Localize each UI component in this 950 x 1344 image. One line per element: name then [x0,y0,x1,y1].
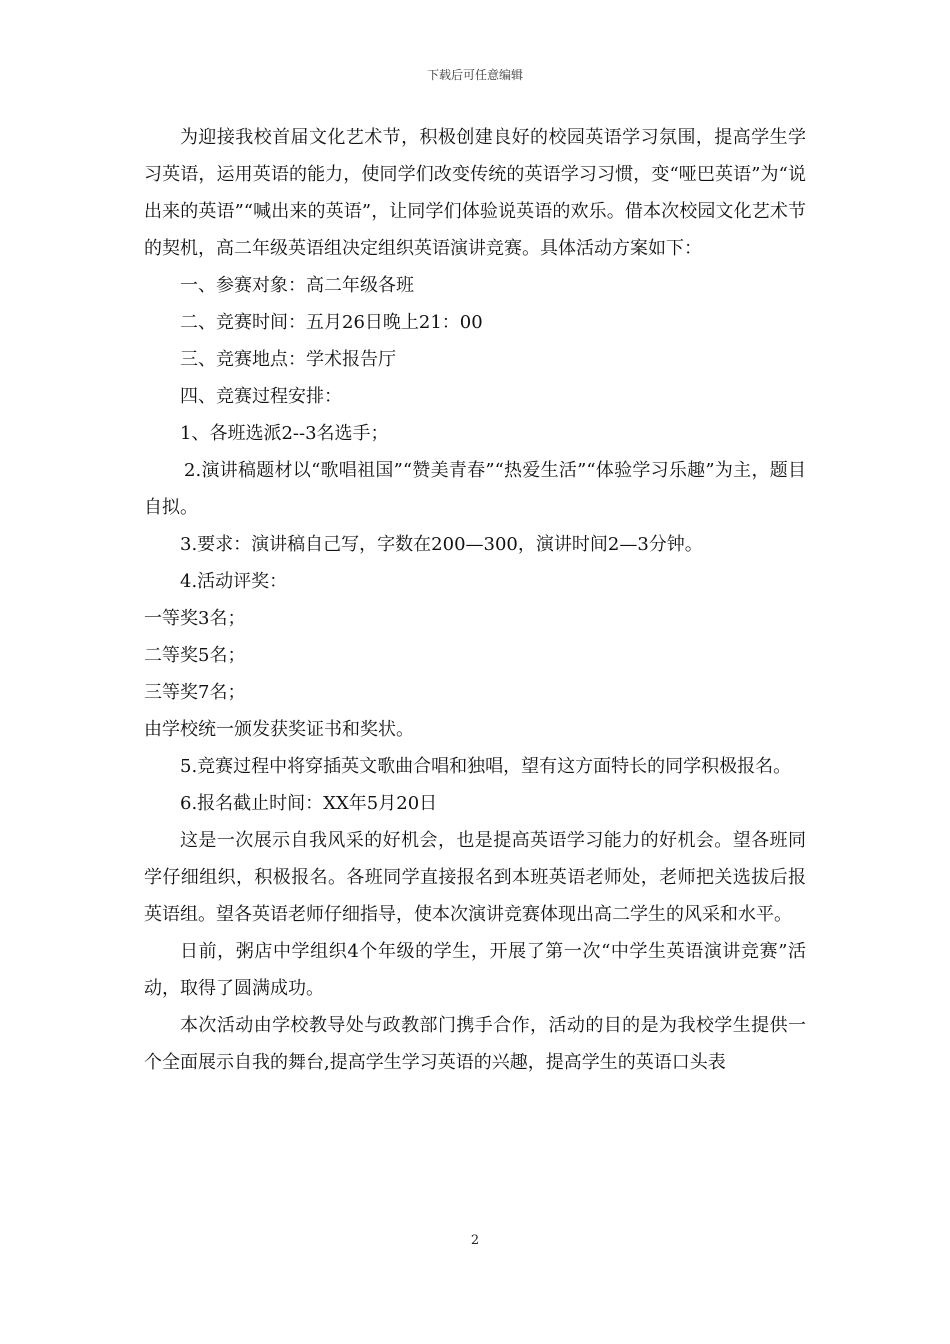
list-item-location: 三、竞赛地点：学术报告厅 [180,349,396,370]
list-item-process: 四、竞赛过程安排： [180,386,342,407]
page-number: 2 [470,1233,480,1248]
closing-paragraph: 这是一次展示自我风采的好机会，也是提高英语学习能力的好机会。望各班同学仔细组织，积极报名。各班同学直接报名到本班英语老师处，老师把关选拔后报英语组。望各英语老师仔细指导，使本次演讲竞赛体现出高二学生的风采和水平。 [144,830,806,925]
document-body [144,119,806,1081]
intro-paragraph: 为迎接我校首届文化艺术节，积极创建良好的校园英语学习氛围，提高学生学习英语，运用英语的能力，使同学们改变传统的英语学习习惯，变“哑巴英语”为“说出来的英语”“喊出来的英语”，让同学们体验说英语的欢乐。借本次校园文化艺术节的契机，高二年级英语组决定组织英语演讲竞赛。具体活动方案如下： [144,127,806,259]
page-header: 下载后可任意编辑 [426,68,523,82]
process-step-5: 5.竞赛过程中将穿插英文歌曲合唱和独唱，望有这方面特长的同学积极报名。 [180,756,792,777]
process-step-6: 6.报名截止时间：XX年5月20日 [180,793,438,814]
award-note: 由学校统一颁发获奖证书和奖状。 [144,719,414,740]
process-step-3: 3.要求：演讲稿自己写，字数在200—300，演讲时间2—3分钟。 [180,534,703,555]
report-paragraph-2: 本次活动由学校教导处与政教部门携手合作，活动的目的是为我校学生提供一个全面展示自我的舞台,提高学生学习英语的兴趣，提高学生的英语口头表 [144,1015,806,1073]
report-paragraph-1: 日前，粥店中学组织4个年级的学生，开展了第一次“中学生英语演讲竞赛”活动，取得了圆满成功。 [144,941,806,999]
list-item-participants: 一、参赛对象：高二年级各班 [180,275,414,296]
list-item-time: 二、竞赛时间：五月26日晚上21：00 [180,312,483,333]
process-step-4: 4.活动评奖： [180,571,288,592]
award-second: 二等奖5名； [144,645,246,666]
process-step-2: 2.演讲稿题材以“歌唱祖国”“赞美青春”“热爱生活”“体验学习乐趣”为主，题目自拟。 [144,460,806,518]
process-step-1: 1、各班选派2--3名选手； [180,423,389,444]
award-third: 三等奖7名； [144,682,246,703]
award-first: 一等奖3名； [144,608,246,629]
